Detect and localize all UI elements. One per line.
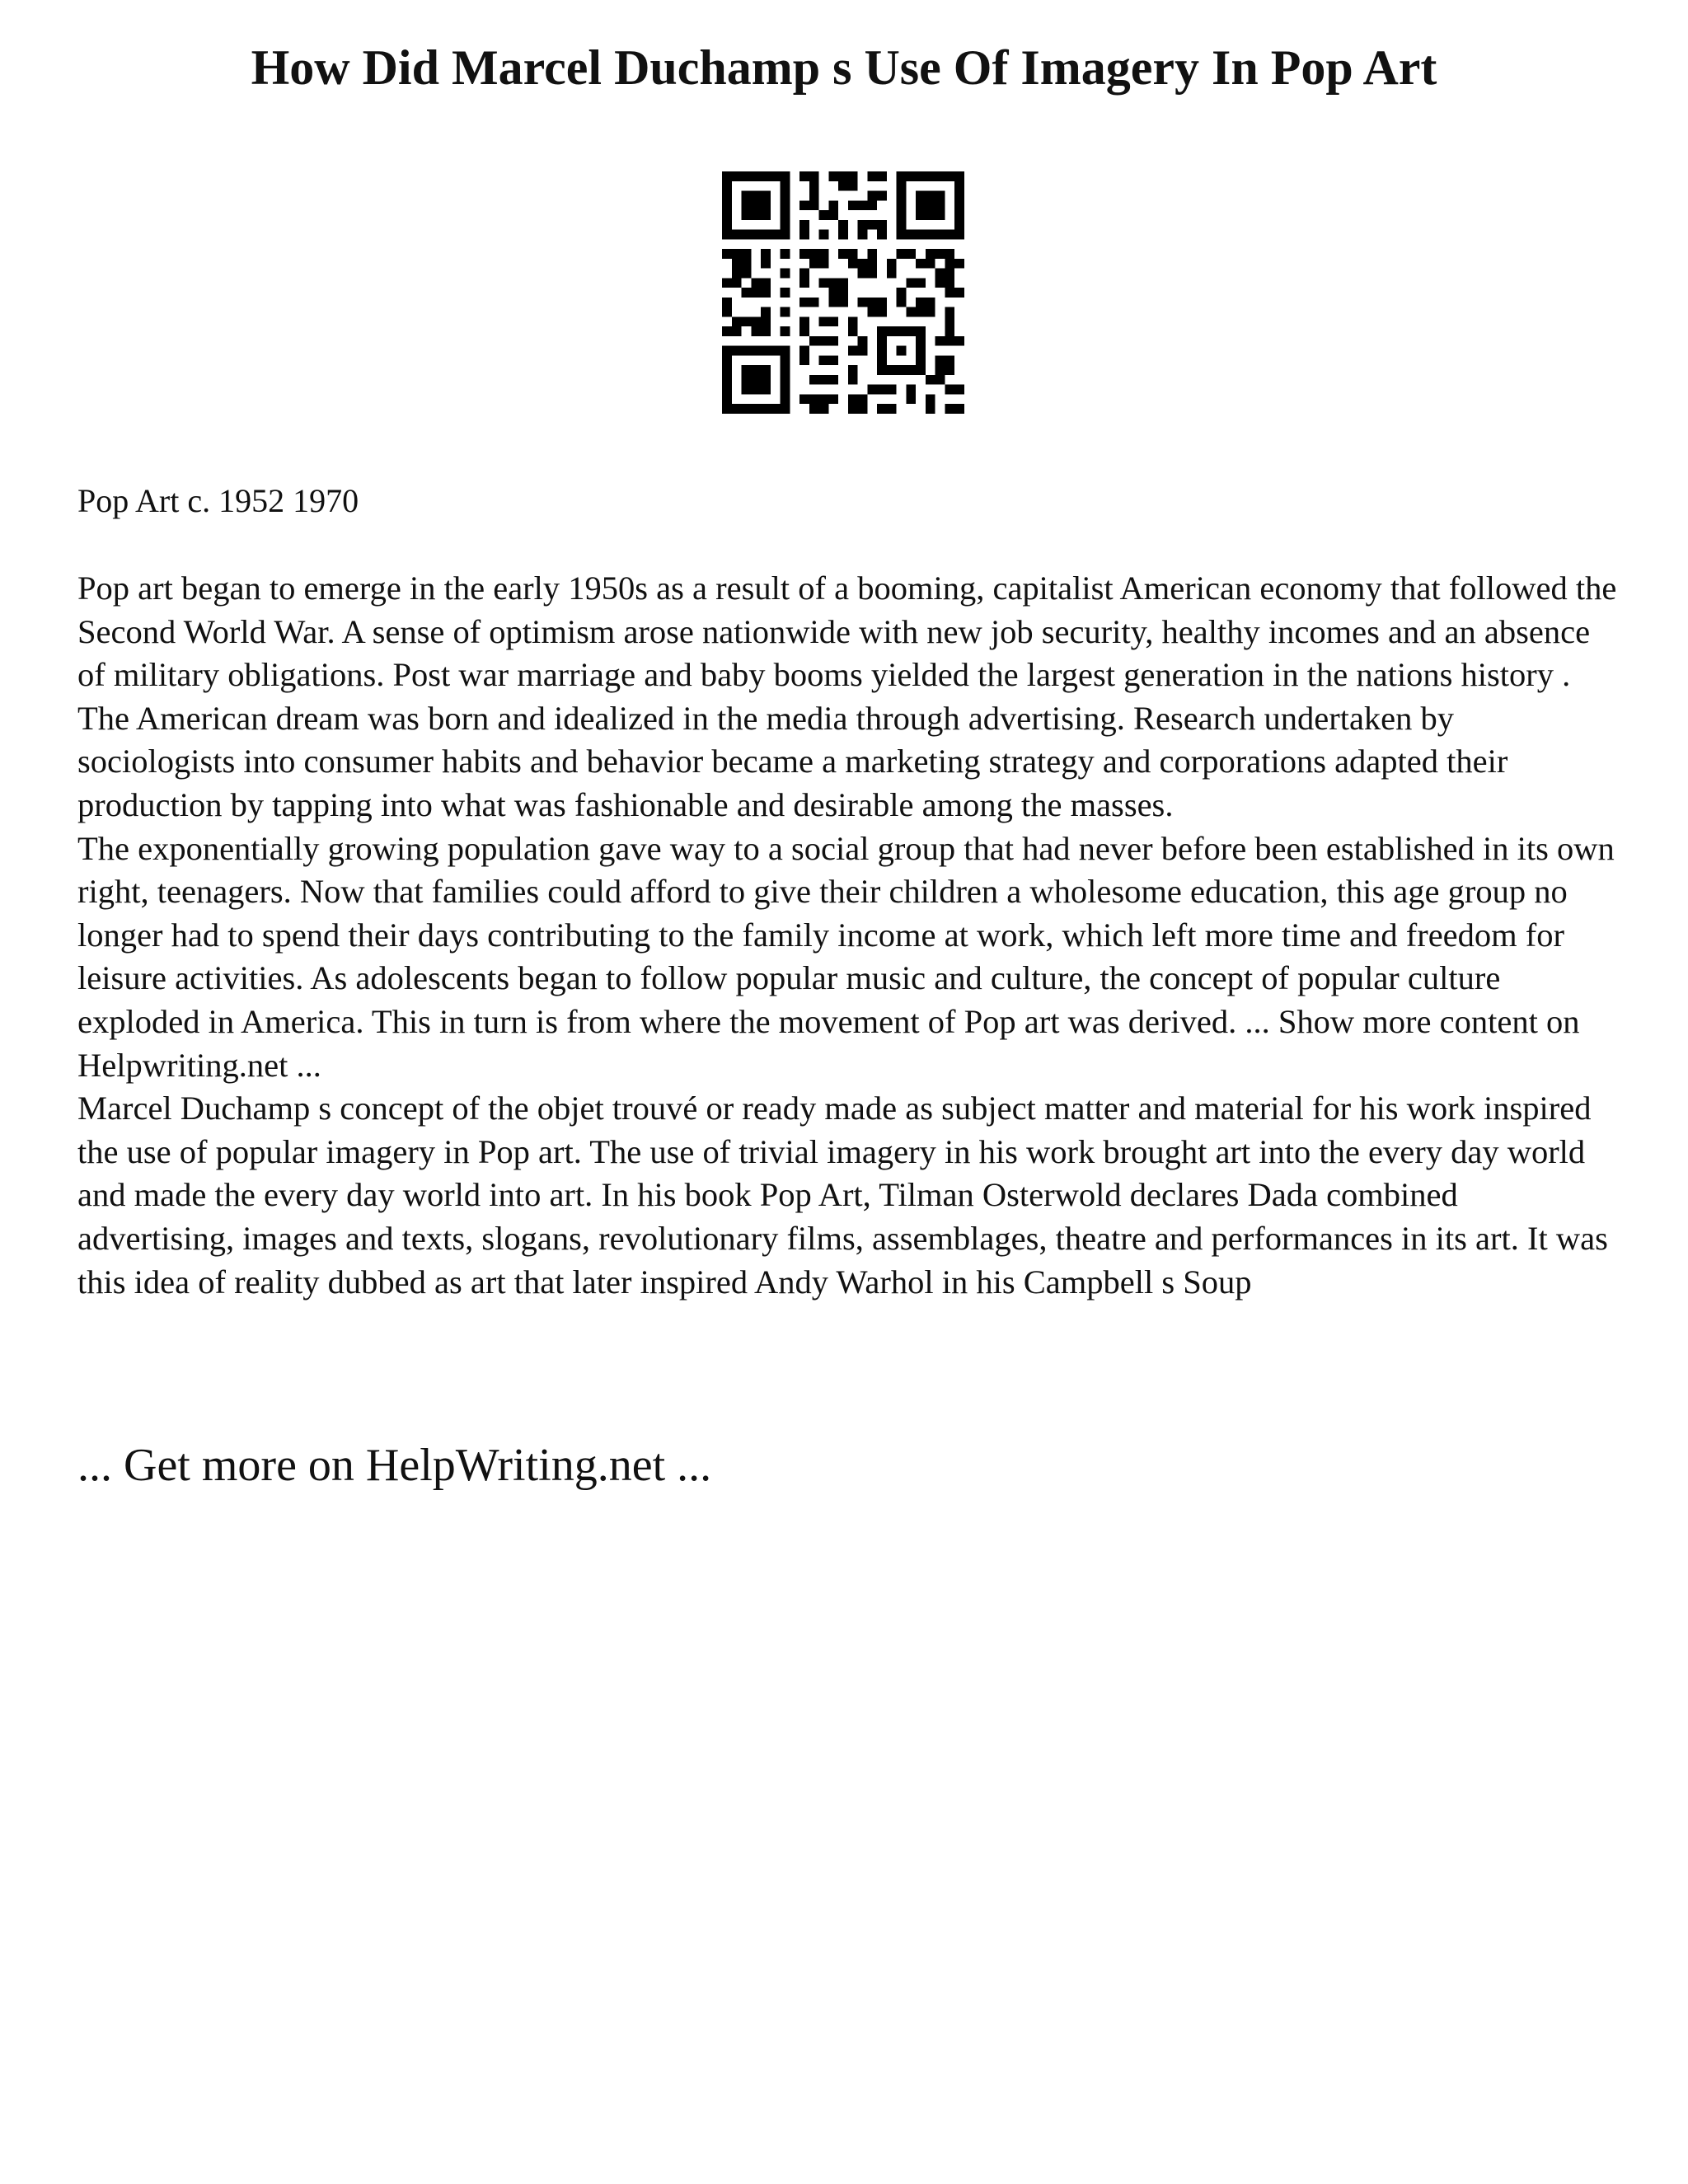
article-body — [77, 567, 1619, 1304]
qr-code-icon — [722, 171, 964, 414]
paragraph: The exponentially growing population gave way to a social group that had never before been established in its own right, teenagers. Now that families could afford to give their children a wholesome education, this age group no longer had to spend their days contributing to the family income at work, which left more time and freedom for leisure activities. As adolescents began to follow popular music and culture, the concept of popular culture exploded in America. This in turn is from where the movement of Pop art was derived. ... Show more content on Helpwriting.net ... — [77, 829, 1615, 1084]
subtitle: Pop Art c. 1952 1970 — [77, 482, 359, 519]
page-title: How Did Marcel Duchamp s Use Of Imagery In Pop Art — [251, 40, 1437, 95]
paragraph: Marcel Duchamp s concept of the objet trouvé or ready made as subject matter and material for his work inspired the use of popular imagery in Pop art. The use of trivial imagery in his work brought art into the every day world and made the every day world into art. In his book Pop Art, Tilman Osterwold declares Dada combined advertising, images and texts, slogans, revolutionary films, assemblages, theatre and performances in its art. It was this idea of reality dubbed as art that later inspired Andy Warhol in his Campbell s Soup — [77, 1090, 1608, 1301]
get-more-link[interactable]: ... Get more on HelpWriting.net ... — [77, 1440, 712, 1491]
paragraph: Pop art began to emerge in the early 1950s as a result of a booming, capitalist American economy that followed the Second World War. A sense of optimism arose nationwide with new job security, healthy incomes and an absence of military obligations. Post war marriage and baby booms yielded the largest generation in the nations history . The American dream was born and idealized in the media through advertising. Research undertaken by sociologists into consumer habits and behavior became a marketing strategy and corporations adapted their production by tapping into what was fashionable and desirable among the masses. — [77, 569, 1617, 823]
